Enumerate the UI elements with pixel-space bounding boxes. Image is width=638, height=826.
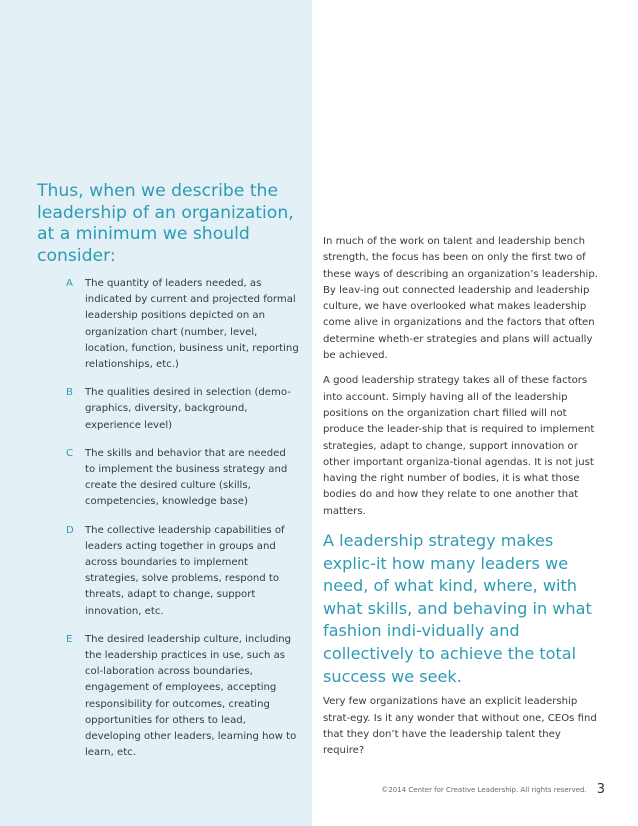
- item-letter: B: [66, 387, 73, 399]
- main-text-column: [323, 234, 598, 768]
- item-text: The collective leadership capabilities of leaders acting together in groups and across boundaries to implement strategies, solve problems, respond to threats, adapt to change, support innovation, etc.: [85, 524, 285, 617]
- item-letter: D: [66, 524, 74, 536]
- considerations-list: [37, 276, 299, 761]
- list-item: [37, 523, 299, 620]
- body-paragraph-1: In much of the work on talent and leadership bench strength, the focus has been on only the first two of these ways of describing an organization’s leadership. By leav-ing out connected leadership and leadership culture, we have overlooked what makes leadership come alive in organizations and the factors that often determine wheth-er strategies and plans will actually be achieved.: [323, 236, 598, 362]
- body-paragraph-3: Very few organizations have an explicit leadership strat-egy. Is it any wonder that without one, CEOs find that they don’t have the leadership talent they require?: [323, 696, 597, 757]
- list-item: [37, 632, 299, 762]
- list-item: [37, 276, 299, 373]
- pull-quote: A leadership strategy makes explic-it how many leaders we need, of what kind, where, with what skills, and behaving in what fashion indi-vidually and collectively to achieve the total success we seek.: [323, 531, 592, 686]
- item-text: The quantity of leaders needed, as indicated by current and projected formal leadership positions depicted on an organization chart (number, level, location, function, business unit, reporting relationships, etc.): [85, 278, 299, 371]
- page-number: 3: [596, 782, 605, 797]
- body-paragraph-2: A good leadership strategy takes all of these factors into account. Simply having all of the leadership positions on the organization chart filled will not produce the leader-ship that is required to implement strategies, adapt to change, support innovation or other important organiza-tional agendas. It is not just having the right number of bodies, it is what those bodies do and how they relate to one another that matters.: [323, 375, 595, 517]
- item-text: The skills and behavior that are needed to implement the business strategy and create the desired culture (skills, competencies, knowledge base): [85, 447, 288, 508]
- item-text: The qualities desired in selection (demo-graphics, diversity, background, experience level): [85, 387, 291, 431]
- considerations-section: [37, 181, 299, 773]
- page-footer: [381, 782, 605, 797]
- section-heading: Thus, when we describe the leadership of an organization, at a minimum we should consider:: [37, 181, 294, 266]
- item-letter: C: [66, 447, 74, 459]
- copyright-notice: ©2014 Center for Creative Leadership. All rights reserved.: [381, 785, 587, 794]
- item-letter: E: [66, 633, 73, 645]
- list-item: [37, 446, 299, 511]
- item-text: The desired leadership culture, including the leadership practices in use, such as col-laboration across boundaries, engagement of employees, accepting responsibility for outcomes, creating opportunities for others to lead, developing other leaders, learning how to learn, etc.: [85, 633, 297, 759]
- item-letter: A: [66, 278, 73, 289]
- list-item: [37, 385, 299, 434]
